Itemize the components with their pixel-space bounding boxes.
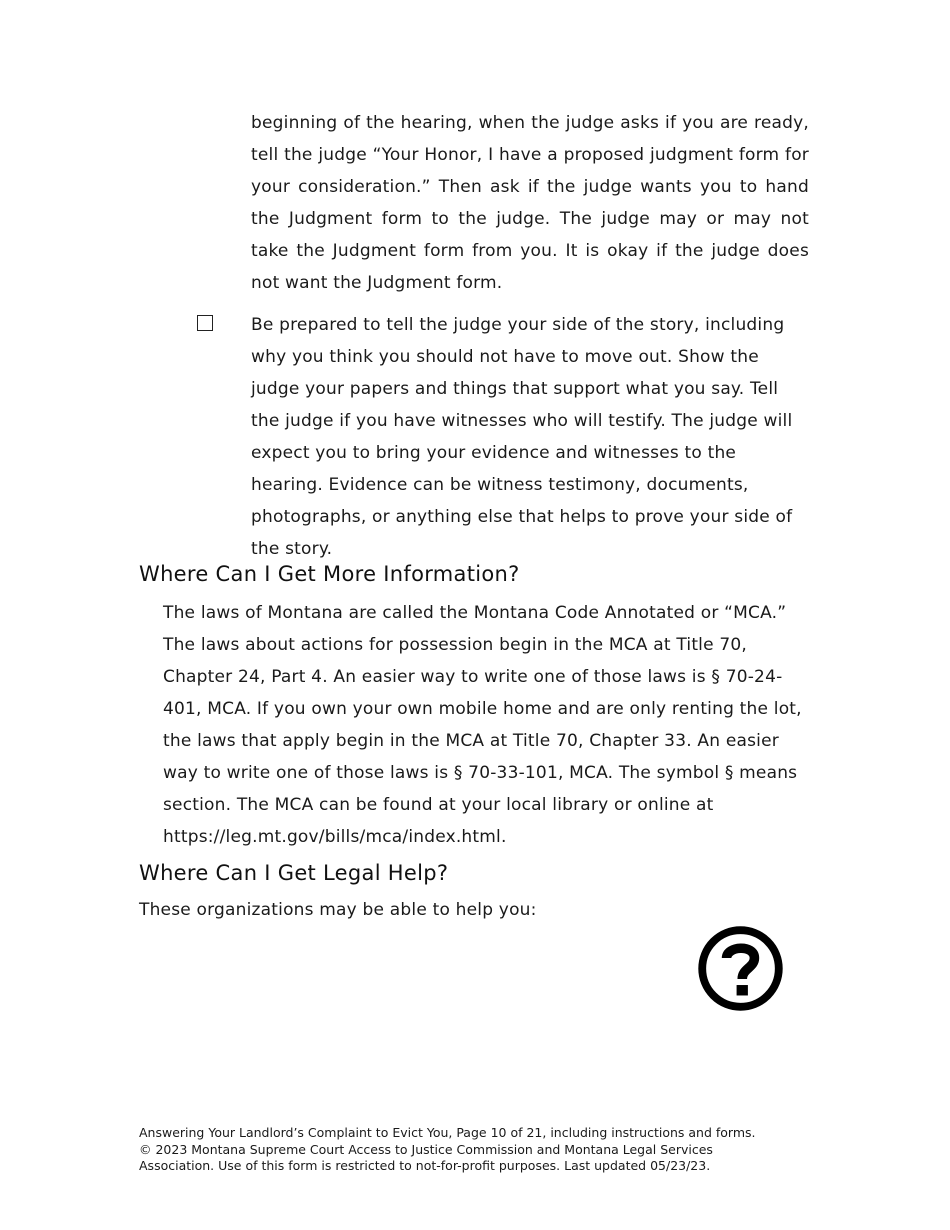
footer-line-3: Association. Use of this form is restricted to not-for-profit purposes. Last updated 05/23/23. xyxy=(139,1158,711,1173)
question-circle-icon xyxy=(697,925,784,1012)
more-information-heading: Where Can I Get More Information? xyxy=(139,562,520,586)
footer-line-1: Answering Your Landlord’s Complaint to Evict You, Page 10 of 21, including instructions and forms. xyxy=(139,1125,756,1140)
more-information-text: The laws of Montana are called the Montana Code Annotated or “MCA.” The laws about actions for possession begin in the MCA at Title 70, Chapter 24, Part 4. An easier way to write one of those laws is § 70-24-401, MCA. If you own your own mobile home and are only renting the lot, the laws that apply begin in the MCA at Title 70, Chapter 33. An easier way to write one of those laws is § 70-33-101, MCA. The symbol § means section. The MCA can be found at your local library or online at https://leg.mt.gov/bills/mca/index.html. xyxy=(163,603,802,847)
continued-checklist-text: beginning of the hearing, when the judge asks if you are ready, tell the judge “Your Honor, I have a proposed judgment form for your consideration.” Then ask if the judge wants you to hand the Judgment form to the judge. The judge may or may not take the Judgment form from you. It is okay if the judge does not want the Judgment form. xyxy=(251,113,809,293)
legal-help-heading: Where Can I Get Legal Help? xyxy=(139,861,449,885)
legal-help-intro: These organizations may be able to help you: xyxy=(139,900,537,920)
checklist-item-text: Be prepared to tell the judge your side of the story, including why you think you should not have to move out. Show the judge your papers and things that support what you say. Tell the judge if you have witnesses who will testify. The judge will expect you to bring your evidence and witnesses to the hearing. Evidence can be witness testimony, documents, photographs, or anything else that helps to prove your side of the story. xyxy=(251,315,793,559)
page-footer xyxy=(139,1125,779,1175)
checklist-checkbox[interactable] xyxy=(197,315,213,331)
footer-line-2: © 2023 Montana Supreme Court Access to Justice Commission and Montana Legal Services xyxy=(139,1141,713,1157)
